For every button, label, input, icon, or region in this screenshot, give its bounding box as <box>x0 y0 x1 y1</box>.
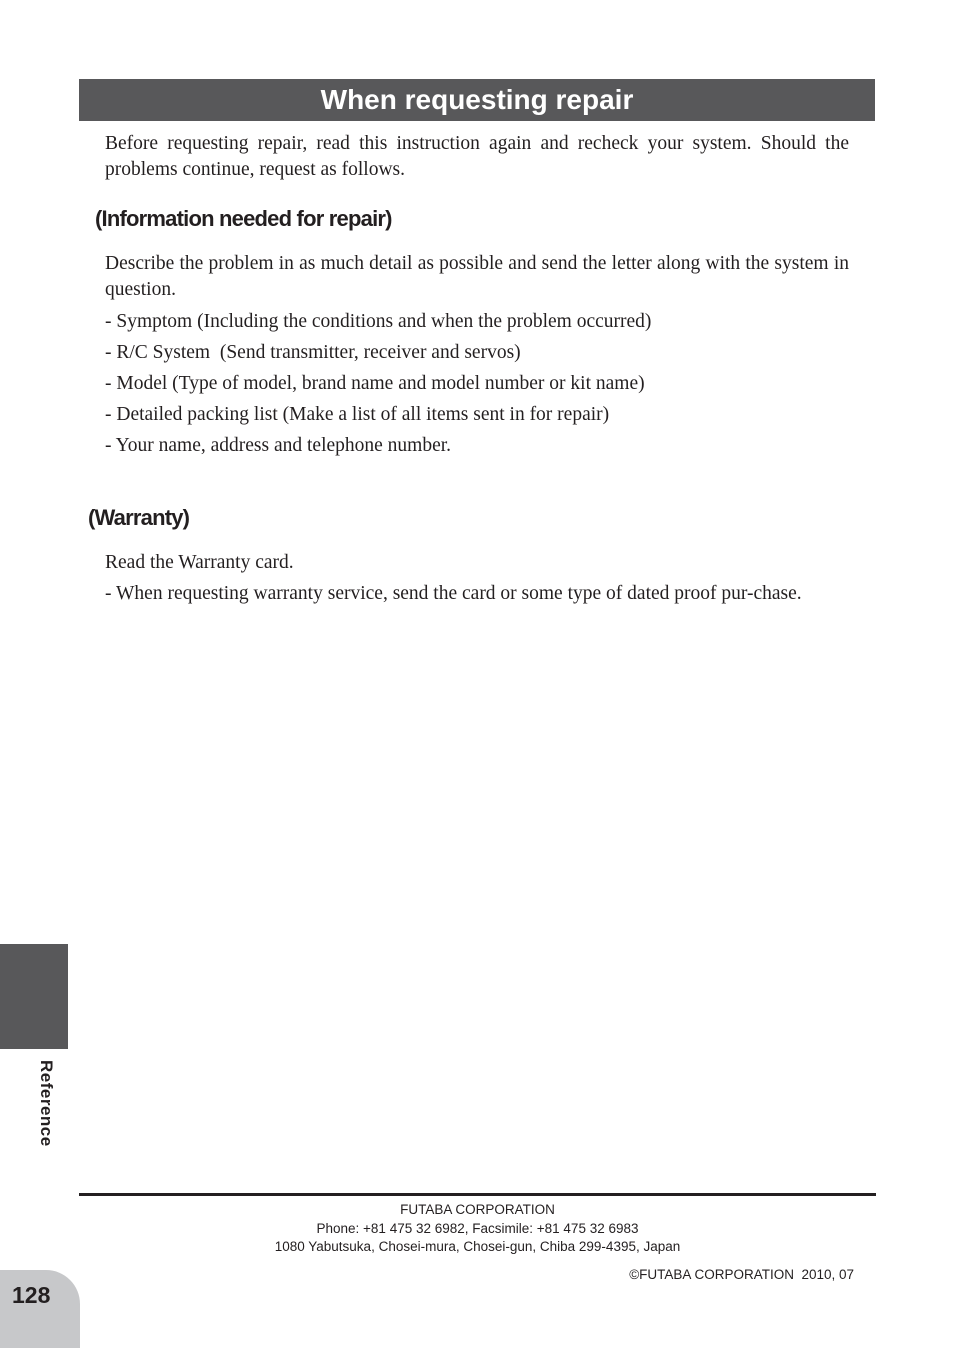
footer-address: 1080 Yabutsuka, Chosei-mura, Chosei-gun, Chiba 299-4395, Japan <box>274 1239 681 1254</box>
info-description: Describe the problem in as much detail as possible and send the letter along with the system in question. <box>105 253 849 300</box>
side-section-tab <box>0 944 68 1049</box>
info-item-symptom: - Symptom (Including the conditions and when the problem occurred) <box>105 311 652 332</box>
footer-company: FUTABA CORPORATION <box>400 1202 555 1217</box>
footer-copyright: ©FUTABA CORPORATION 2010, 07 <box>629 1267 854 1282</box>
warranty-line-2: - When requesting warranty service, send the card or some type of dated proof pur-chase. <box>105 583 802 604</box>
intro-paragraph: Before requesting repair, read this instruction again and recheck your system. Should the problems continue, request as follows. <box>105 133 849 180</box>
warranty-line-1: Read the Warranty card. <box>105 552 294 573</box>
info-item-rc-system: - R/C System (Send transmitter, receiver and servos) <box>105 342 521 363</box>
info-item-packing-list: - Detailed packing list (Make a list of all items sent in for repair) <box>105 404 610 425</box>
page-title-bar <box>79 79 875 121</box>
page-title: When requesting repair <box>320 84 634 115</box>
info-item-model: - Model (Type of model, brand name and model number or kit name) <box>105 373 645 394</box>
footer-divider <box>79 1193 876 1196</box>
warranty-heading: (Warranty) <box>88 505 190 530</box>
info-heading: (Information needed for repair) <box>95 206 392 231</box>
info-item-contact: - Your name, address and telephone number. <box>105 435 452 456</box>
side-section-label: Reference <box>37 1060 56 1147</box>
footer-phone: Phone: +81 475 32 6982, Facsimile: +81 475 32 6983 <box>316 1221 639 1236</box>
page-number: 128 <box>12 1282 51 1308</box>
